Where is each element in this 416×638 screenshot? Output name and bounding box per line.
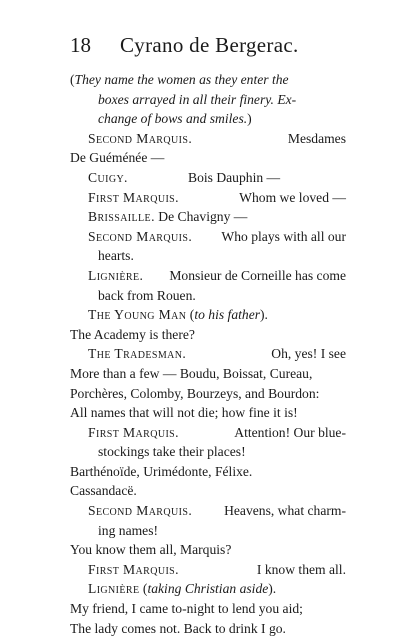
dialogue-text: Monsieur de Corneille has come	[169, 267, 346, 283]
stage-direction: They name the women as they enter the	[74, 72, 289, 87]
dialogue-text: Attention! Our blue-	[234, 424, 346, 440]
dialogue-line	[70, 207, 346, 227]
paren: (	[142, 581, 148, 597]
dialogue-text: Mesdames	[287, 130, 346, 146]
dialogue-text: stockings take their places!	[98, 444, 246, 460]
dialogue-line	[70, 168, 346, 188]
dialogue-line	[70, 540, 346, 560]
stage-direction: taking Christian aside	[147, 581, 269, 597]
dialogue-text: ing names!	[98, 522, 159, 538]
dialogue-text: More than a few — Boudu, Boissat, Cureau,	[70, 365, 313, 381]
dialogue-text: My friend, I came to-night to lend you aid;	[70, 601, 303, 617]
dialogue-line	[70, 423, 346, 443]
stage-direction-line	[70, 70, 346, 90]
page-number: 18	[70, 33, 91, 57]
dialogue-line	[70, 325, 346, 345]
dialogue-text: De Guéménée —	[70, 150, 165, 166]
dialogue-line	[70, 384, 346, 404]
speaker-name: The Tradesman.	[88, 346, 187, 362]
speaker-name: First Marquis.	[88, 561, 179, 577]
stage-direction: to his father	[194, 307, 261, 323]
paren: (	[70, 72, 75, 87]
paren: ).	[268, 581, 277, 597]
dialogue-line	[70, 129, 346, 149]
speaker-name: Second Marquis.	[88, 503, 193, 519]
dialogue-line	[70, 521, 346, 541]
dialogue-text: Cassandacë.	[70, 483, 137, 499]
dialogue-text: Oh, yes! I see	[271, 346, 346, 362]
dialogue-text: I know them all.	[256, 561, 346, 577]
dialogue-line	[70, 344, 346, 364]
dialogue-text: You know them all, Marquis?	[70, 542, 232, 558]
dialogue-line	[70, 481, 346, 501]
paren: ).	[260, 307, 268, 323]
dialogue-text: The Academy is there?	[70, 326, 195, 342]
stage-direction: change of bows and smiles.	[98, 111, 248, 127]
stage-direction: boxes arrayed in all their finery. Ex-	[98, 91, 297, 107]
dialogue-text: De Chavigny —	[158, 209, 248, 225]
dialogue-text: Heavens, what charm-	[224, 503, 346, 519]
dialogue-line	[70, 148, 346, 168]
paren: )	[247, 111, 252, 127]
dialogue-text: Porchères, Colomby, Bourzeys, and Bourdon:	[70, 385, 320, 401]
dialogue-text: Barthénoïde, Urimédonte, Félixe.	[70, 463, 253, 479]
stage-direction-line	[70, 109, 346, 129]
speaker-name: Cuigy.	[88, 169, 128, 185]
dialogue-line	[70, 560, 346, 580]
dialogue-line	[70, 403, 346, 423]
dialogue-line	[70, 286, 346, 306]
dialogue-text: Bois Dauphin —	[188, 169, 281, 185]
dialogue-line	[70, 364, 346, 384]
dialogue-line	[70, 462, 346, 482]
play-text	[70, 70, 346, 638]
dialogue-line	[70, 227, 346, 247]
dialogue-text: Whom we loved —	[239, 189, 346, 205]
speaker-name: Second Marquis.	[88, 228, 193, 244]
paren: (	[189, 307, 195, 323]
dialogue-text: hearts.	[98, 248, 134, 264]
dialogue-line	[70, 619, 346, 638]
dialogue-line	[70, 599, 346, 619]
dialogue-line	[70, 266, 346, 286]
dialogue-text: Who plays with all our	[221, 228, 346, 244]
dialogue-text: The lady comes not. Back to drink I go.	[70, 620, 286, 636]
speaker-name: First Marquis.	[88, 424, 179, 440]
dialogue-line	[70, 442, 346, 462]
dialogue-line	[70, 188, 346, 208]
page-header	[70, 32, 376, 58]
dialogue-text: All names that will not die; how fine it is!	[70, 405, 298, 421]
speaker-name: Second Marquis.	[88, 130, 193, 146]
speaker-name: Brissaille.	[88, 209, 155, 225]
running-title: Cyrano de Bergerac.	[120, 33, 299, 57]
dialogue-line	[70, 579, 346, 599]
dialogue-line	[70, 246, 346, 266]
stage-direction-line	[70, 90, 346, 110]
dialogue-line	[70, 501, 346, 521]
speaker-name: The Young Man	[88, 307, 187, 323]
speaker-name: First Marquis.	[88, 189, 179, 205]
speaker-name: Lignière	[88, 581, 140, 597]
dialogue-line	[70, 305, 346, 325]
dialogue-text: back from Rouen.	[98, 287, 196, 303]
speaker-name: Lignière.	[88, 267, 144, 283]
